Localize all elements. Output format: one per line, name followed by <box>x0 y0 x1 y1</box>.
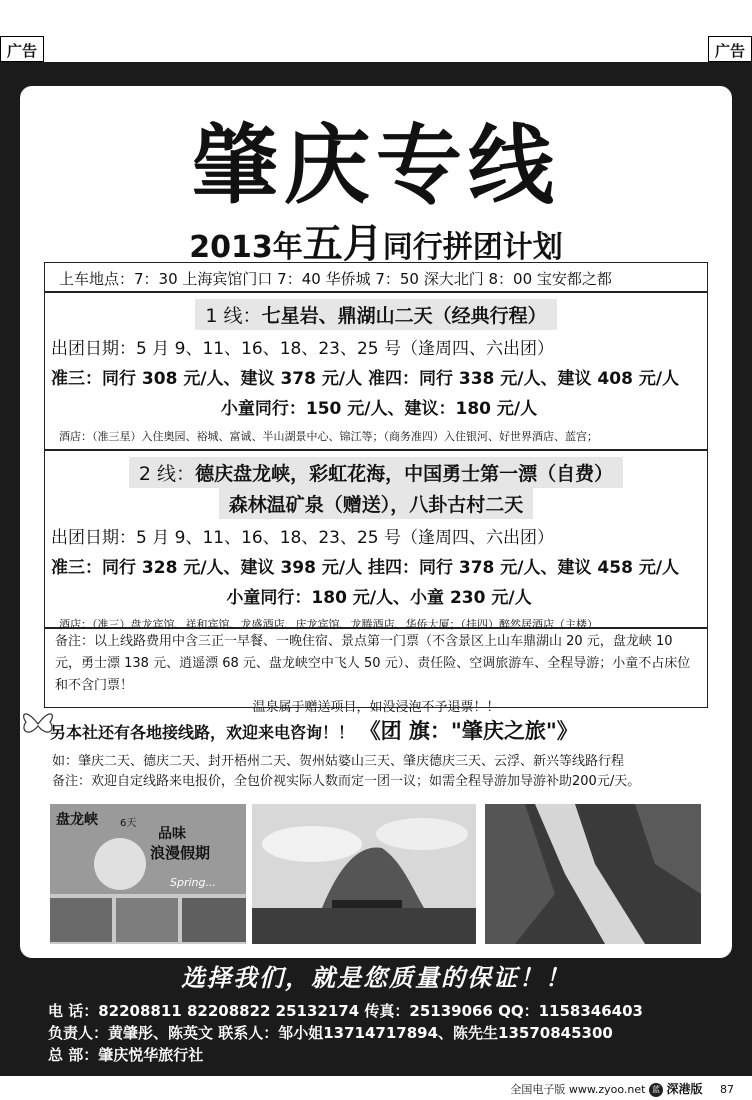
logo-icon: 蓝 <box>649 1083 663 1097</box>
footer-hq: 总 部：肇庆悦华旅行社 <box>48 1046 204 1064</box>
route-1-dates: 出团日期：5 月 9、11、16、18、23、25 号（逢周四、六出团） <box>51 339 555 359</box>
route-1-hotel: 酒店：（准三星）入住奥园、裕城、富诚、半山湖景中心、锦江等；（商务准四）入住银河、好世界酒店、蓝宫； <box>59 430 598 443</box>
promo-badge: 6天 <box>120 818 137 829</box>
note-text: 备注：以上线路费用中含三正一早餐、一晚住宿、景点第一门票（不含景区上山车鼎湖山 20 元，盘龙峡 10 元，勇士漂 138 元、逍遥漂 68 元、盘龙峡空中飞人 50 元）、责任险、空调旅游车、全程导游；小童不占床位和不含门票！ <box>55 634 691 693</box>
route-1-box <box>44 292 708 450</box>
contact-text: 另本社还有各地接线路，欢迎来电咨询！！ <box>50 723 355 742</box>
waterfall-photo <box>485 804 701 944</box>
route-2-title <box>129 457 623 488</box>
promo-brand: 盘龙峡 <box>56 812 98 828</box>
route-2-dates: 出团日期：5 月 9、11、16、18、23、25 号（逢周四、六出团） <box>51 528 555 548</box>
edition-text: 深港版 <box>666 1082 703 1096</box>
route-2-price-b: 小童同行：180 元/人、小童 230 元/人 <box>226 588 532 608</box>
promo-spring: Spring... <box>170 876 216 889</box>
extra-line-2: 备注：欢迎自定线路来电报价，全包价视实际人数而定一团一议；如需全程导游加导游补助200元/天。 <box>52 774 641 789</box>
route-1-price-b: 小童同行：150 元/人、建议：180 元/人 <box>220 399 538 419</box>
route-2-prefix: 2 线： <box>138 463 196 485</box>
route-2-price-a: 准三：同行 328 元/人、建议 398 元/人 挂四：同行 378 元/人、建议 458 元/人 <box>51 558 680 578</box>
route-1-title <box>195 299 556 330</box>
slogan: 选择我们，就是您质量的保证！！ <box>181 963 571 992</box>
sub-title <box>0 212 752 269</box>
promo-line-1: 品味 <box>158 826 186 842</box>
note-warning: 温泉属于赠送项目，如没浸泡不予退票！！ <box>252 700 500 715</box>
footer-phone: 电 话：82208811 82208822 25132174 传真：25139066 QQ：1158346403 <box>48 1002 643 1020</box>
route-1-price-a: 准三：同行 308 元/人、建议 378 元/人 准四：同行 338 元/人、建议 408 元/人 <box>51 369 680 389</box>
route-2-hotel: 酒店：（准三）盘龙宾馆、祥和宾馆、龙盛酒店、庆龙宾馆、龙腾酒店、华侨大厦；（挂四）醉然居酒店（主楼） <box>59 618 598 631</box>
promo-line-2: 浪漫假期 <box>150 844 211 862</box>
note-box <box>44 628 708 715</box>
promo-photo <box>50 804 246 944</box>
route-2-name-2: 森林温矿泉（赠送），八卦古村二天 <box>228 494 524 516</box>
subtitle-year: 2013年 <box>189 230 303 265</box>
main-title: 肇庆专线 <box>192 115 560 216</box>
site-text: 全国电子版 www.zyoo.net <box>510 1083 646 1096</box>
contact-line <box>50 715 730 745</box>
footer-people: 负责人：黄肇彤、陈英文 联系人：邹小姐13714717894、陈先生13570845300 <box>48 1024 613 1042</box>
route-2-name: 德庆盘龙峡，彩虹花海，中国勇士第一漂（自费） <box>195 463 614 485</box>
ad-tag-right: 广告 <box>708 36 752 62</box>
ad-tag-left: 广告 <box>0 36 44 62</box>
extra-routes <box>52 752 732 792</box>
tour-flag: 《团 旗："肇庆之旅"》 <box>359 719 578 743</box>
route-2-box <box>44 450 708 631</box>
route-1-prefix: 1 线： <box>205 305 262 327</box>
subtitle-rest: 同行拼团计划 <box>382 230 563 265</box>
page-number: 87 <box>720 1083 734 1096</box>
karst-lake-photo <box>252 804 476 944</box>
page-top-band <box>0 0 752 62</box>
page-footer <box>510 1080 734 1097</box>
route-2-title-2 <box>219 488 534 519</box>
pickup-row: 上车地点：7：30 上海宾馆门口 7：40 华侨城 7：50 深大北门 8：00 宝安都之都 <box>44 262 708 292</box>
route-1-name: 七星岩、鼎湖山二天（经典行程） <box>261 305 547 327</box>
subtitle-month: 五月 <box>302 221 383 267</box>
extra-line-1: 如：肇庆二天、德庆二天、封开梧州二天、贺州姑婆山三天、肇庆德庆三天、云浮、新兴等线路行程 <box>52 754 625 769</box>
